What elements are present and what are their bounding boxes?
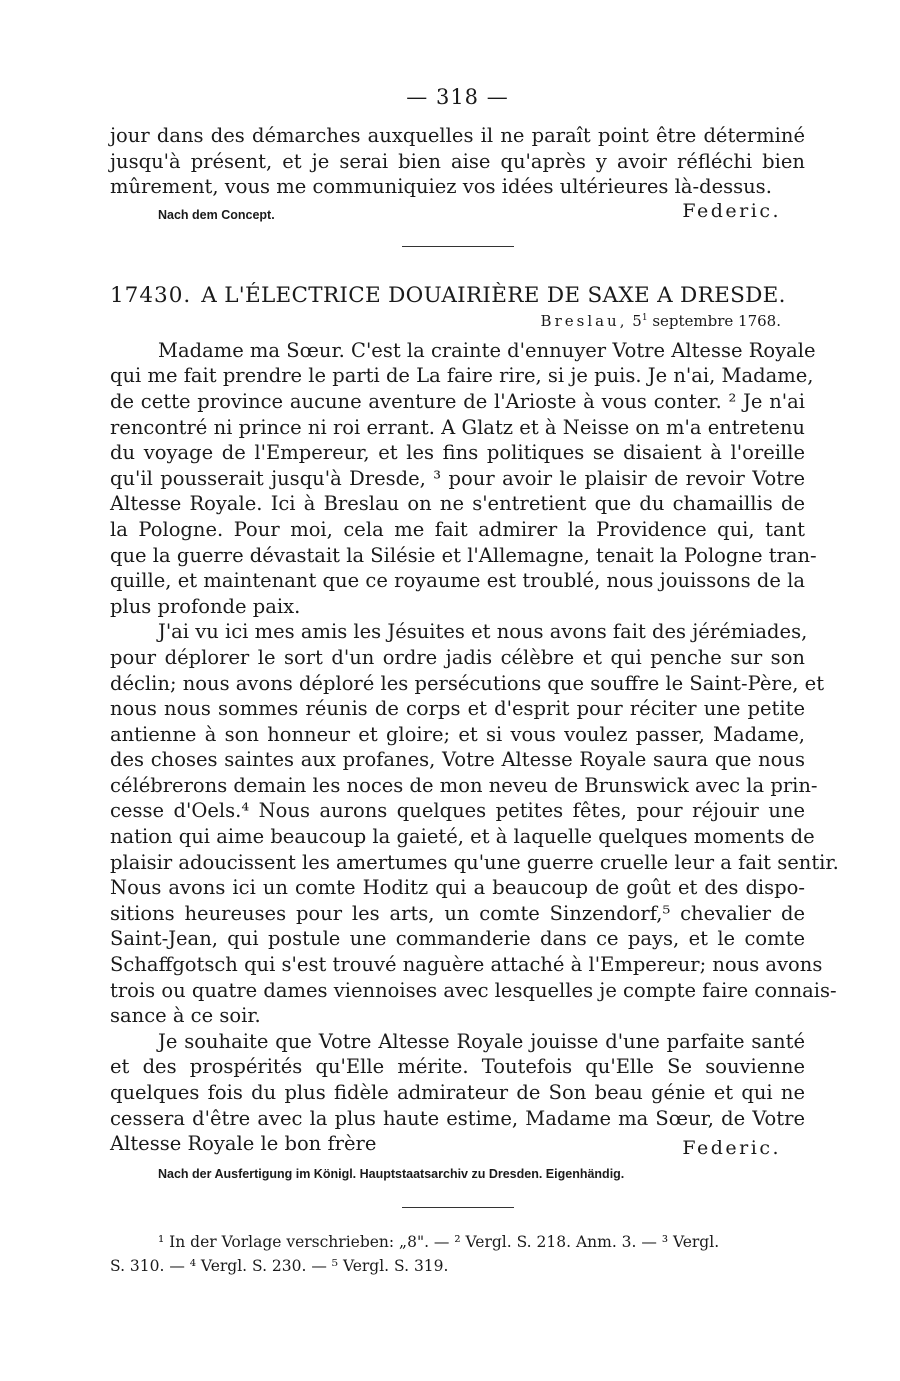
paragraph-1 (110, 338, 817, 620)
text-line: quelques fois du plus fidèle admirateur de Son beau génie et qui ne (110, 1081, 805, 1104)
text-line: cesse d'Oels.⁴ Nous aurons quelques petites fêtes, pour réjouir une (110, 799, 805, 823)
closing-line: Altesse Royale le bon frère (110, 1132, 377, 1156)
letter-number: 17430. (110, 282, 192, 308)
text-line: pour déplorer le sort d'un ordre jadis célèbre et qui penche sur son (110, 645, 805, 669)
text-line: nous nous sommes réunis de corps et d'esprit pour réciter une petite (110, 697, 805, 721)
text-line: jusqu'à présent, et je serai bien aise qu'après y avoir réfléchi bien (110, 149, 805, 173)
text-line: que la guerre dévastait la Silésie et l'Allemagne, tenait la Pologne tran- (110, 543, 817, 567)
text-line: la Pologne. Pour moi, cela me fait admirer la Providence qui, tant (110, 517, 805, 541)
text-line: Nous avons ici un comte Hoditz qui a beaucoup de goût et des dispo- (110, 876, 805, 900)
text-line: mûrement, vous me communiquiez vos idées ultérieures là-dessus. (110, 175, 772, 199)
text-line: Madame ma Sœur. C'est la crainte d'ennuyer Votre Altesse Royale (158, 338, 816, 362)
text-line: Je souhaite que Votre Altesse Royale jouisse d'une parfaite santé (158, 1029, 805, 1053)
text-line: plaisir adoucissent les amertumes qu'une guerre cruelle leur a fait sentir. (110, 850, 839, 874)
date-rest: septembre 1768. (652, 311, 781, 330)
intro-text (110, 123, 805, 200)
text-line: du voyage de l'Empereur, et les fins politiques se disaient à l'oreille (110, 441, 805, 465)
paragraph-3 (110, 1029, 805, 1160)
text-line: et des prospérités qu'Elle mérite. Toutefois qu'Elle Se souvienne (110, 1055, 805, 1079)
text-line: qu'il pousserait jusqu'à Dresde, ³ pour avoir le plaisir de revoir Votre (110, 466, 805, 490)
date-place: Breslau, (540, 311, 628, 330)
text-line: de cette province aucune aventure de l'Arioste à vous conter. ² Je n'ai (110, 389, 805, 413)
text-line: antienne à son honneur et gloire; et si vous voulez passer, Madame, (110, 722, 805, 746)
letter-heading (110, 283, 805, 308)
footnote-line: ¹ In der Vorlage verschrieben: „8". — ² Vergl. S. 218. Anm. 3. — ³ Vergl. (158, 1233, 720, 1252)
text-line: célébrerons demain les noces de mon neveu de Brunswick avec la prin- (110, 773, 818, 797)
text-line: Schaffgotsch qui s'est trouvé naguère attaché à l'Empereur; nous avons (110, 953, 823, 977)
signature: Federic. (682, 199, 781, 222)
text-line: sitions heureuses pour les arts, un comte Sinzendorf,⁵ chevalier de (110, 901, 805, 925)
text-line: jour dans des démarches auxquelles il ne paraît point être déterminé (110, 124, 805, 147)
letter-title: A L'ÉLECTRICE DOUAIRIÈRE DE SAXE A DRESDE. (201, 282, 786, 308)
text-line: J'ai vu ici mes amis les Jésuites et nous avons fait des jérémiades, (158, 620, 808, 644)
text-line: quille, et maintenant que ce royaume est troublé, nous jouissons de la (110, 569, 805, 593)
text-line: Saint-Jean, qui postule une commanderie dans ce pays, et le comte (110, 927, 805, 951)
footnote-divider (402, 1207, 514, 1208)
footnote-marker: 1 (641, 312, 648, 323)
date-line (110, 312, 781, 330)
section-divider (402, 246, 514, 247)
signature: Federic. (682, 1137, 781, 1160)
text-line: Altesse Royale. Ici à Breslau on ne s'entretient que du chamaillis de (110, 492, 805, 516)
signature-row-1 (110, 200, 805, 226)
source-note: Nach dem Concept. (158, 207, 275, 222)
text-line: plus profonde paix. (110, 594, 301, 618)
text-line: sance à ce soir. (110, 1004, 261, 1028)
text-line: rencontré ni prince ni roi errant. A Glatz et à Neisse on m'a entretenu (110, 415, 805, 439)
text-line: déclin; nous avons déploré les persécutions que souffre le Saint-Père, et (110, 671, 825, 695)
footnote-line: S. 310. — ⁴ Vergl. S. 230. — ⁵ Vergl. S. 319. (110, 1257, 449, 1276)
text-line: cessera d'être avec la plus haute estime, Madame ma Sœur, de Votre (110, 1106, 805, 1130)
paragraph-2 (110, 619, 839, 1029)
text-line: trois ou quatre dames viennoises avec lesquelles je compte faire connais- (110, 978, 837, 1002)
closing-row (110, 1131, 805, 1160)
document-page (110, 85, 839, 1278)
text-line: nation qui aime beaucoup la gaieté, et à laquelle quelques moments de (110, 825, 815, 849)
date-day: 5 (632, 311, 642, 330)
page-number: — 318 — (406, 85, 509, 109)
footnotes (110, 1230, 805, 1278)
text-line: qui me fait prendre le parti de La faire rire, si je puis. Je n'ai, Madame, (110, 364, 814, 388)
source-note: Nach der Ausfertigung im Königl. Hauptstaatsarchiv zu Dresden. Eigenhändig. (158, 1167, 625, 1182)
text-line: des choses saintes aux profanes, Votre Altesse Royale saura que nous (110, 748, 805, 772)
